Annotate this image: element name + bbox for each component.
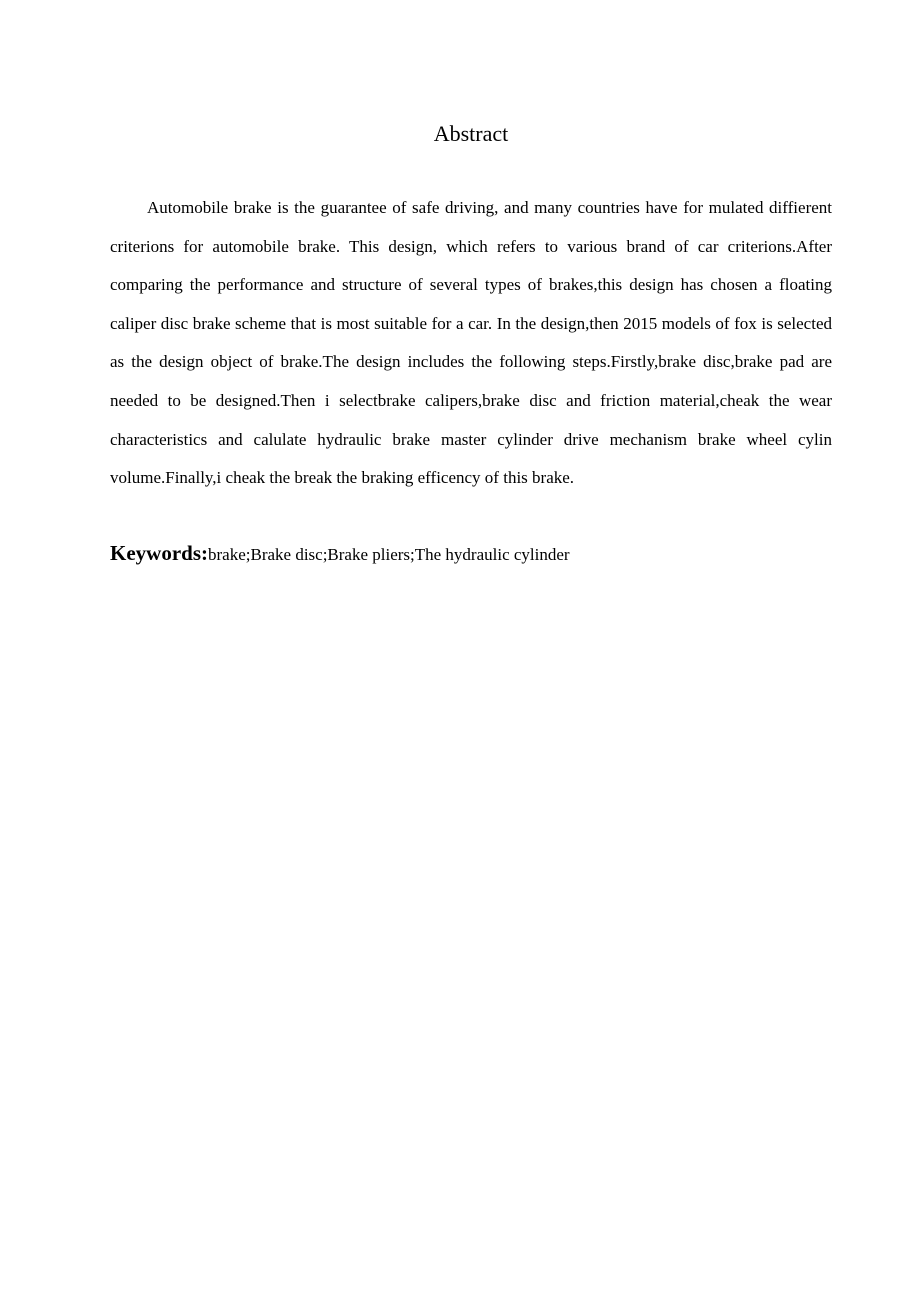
keywords-label: Keywords: (110, 541, 208, 565)
abstract-title: Abstract (433, 121, 509, 146)
abstract-body: Automobile brake is the guarantee of safe driving, and many countries have for mulated diffierent criterions for automobile brake. This design, which refers to various brand of car criterions.After comparing the performance and structure of several types of brakes,this design has chosen a floating caliper disc brake scheme that is most suitable for a car. In the design,then 2015 models of fox is selected as the design object of brake.The design includes the following steps.Firstly,brake disc,brake pad are needed to be designed.Then i selectbrake calipers,brake disc and friction material,cheak the wear characteristics and calulate hydraulic brake master cylinder drive mechanism brake wheel cylin volume.Finally,i cheak the break the braking efficency of this brake. (110, 198, 832, 488)
keywords-line (110, 538, 832, 571)
keywords-values: brake;Brake disc;Brake pliers;The hydraulic cylinder (208, 545, 570, 564)
